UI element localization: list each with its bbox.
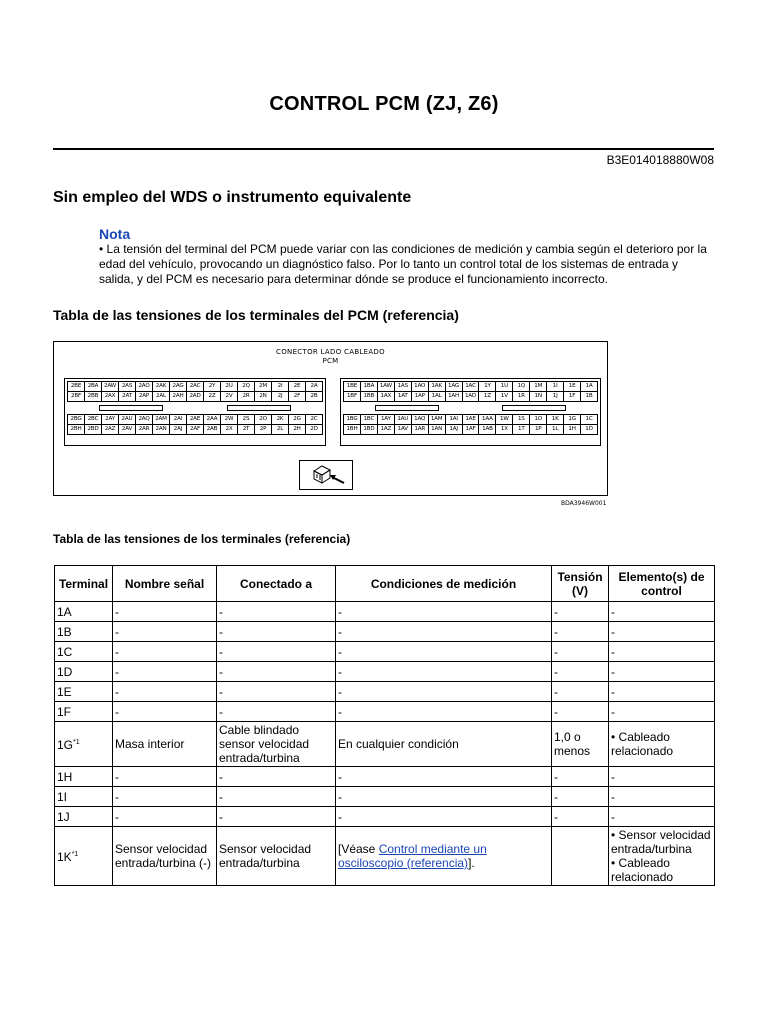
- connector-pin: 1AF: [463, 425, 480, 435]
- table-row: [55, 807, 715, 827]
- terminal-cell: 1F: [55, 702, 113, 722]
- connector-pin: 1Z: [479, 392, 496, 402]
- header-control-elements: Elemento(s) de control: [609, 566, 715, 602]
- connector-pin: 2H: [289, 425, 306, 435]
- condition-cell: -: [336, 602, 552, 622]
- control-element-cell: -: [609, 787, 715, 807]
- connector-pin: 2AC: [187, 382, 204, 392]
- header-connected-to: Conectado a: [217, 566, 336, 602]
- voltage-cell: -: [552, 702, 609, 722]
- connector-figure: [53, 341, 608, 496]
- signal-name-cell: -: [113, 702, 217, 722]
- connector-pin: 1B: [581, 392, 598, 402]
- terminal-cell: $1G^{*1}$: [55, 722, 113, 767]
- table-row: [55, 827, 715, 886]
- wiring-side-connector-icon: [299, 460, 353, 490]
- header-measurement-conditions: Condiciones de medición: [336, 566, 552, 602]
- connector-1-latches: [343, 402, 598, 414]
- connected-to-cell: -: [217, 662, 336, 682]
- condition-cell: En cualquier condición: [336, 722, 552, 767]
- connected-to-cell: -: [217, 682, 336, 702]
- control-element-cell: • Sensor velocidad entrada/turbina • Cableado relacionado: [609, 827, 715, 886]
- terminal-cell: 1J: [55, 807, 113, 827]
- connector-pin: 2AT: [119, 392, 136, 402]
- connector-pin: 1AH: [446, 392, 463, 402]
- connector-pin: 2AY: [102, 415, 119, 425]
- signal-name-cell: -: [113, 767, 217, 787]
- figure-caption: [54, 348, 607, 366]
- connector-pin: 2AL: [153, 392, 170, 402]
- connector-pin: 2AD: [187, 392, 204, 402]
- connector-pin: 1AD: [463, 392, 480, 402]
- connector-pin: 2AB: [204, 425, 221, 435]
- voltage-cell: -: [552, 642, 609, 662]
- signal-name-cell: Masa interior: [113, 722, 217, 767]
- table-row: [55, 682, 715, 702]
- voltage-table-heading: Tabla de las tensiones de los terminales del PCM (referencia): [53, 307, 459, 323]
- connector-pin: 1BD: [361, 425, 378, 435]
- connector-pin: 1AI: [446, 415, 463, 425]
- table-header-row: [55, 566, 715, 602]
- connector-1: [340, 378, 601, 446]
- connector-pin: 2N: [255, 392, 272, 402]
- connector-pin: 1AA: [479, 415, 496, 425]
- connector-pin: 1J: [547, 392, 564, 402]
- connector-pin: 2AI: [170, 415, 187, 425]
- signal-name-cell: -: [113, 602, 217, 622]
- connector-pin: 2V: [221, 392, 238, 402]
- connected-to-cell: -: [217, 702, 336, 722]
- footnote-marker: *1: [71, 851, 79, 858]
- section-heading: Sin empleo del WDS o instrumento equivalente: [53, 189, 412, 206]
- connector-pin: 2AU: [119, 415, 136, 425]
- voltage-cell: -: [552, 807, 609, 827]
- connector-pin: 1AJ: [446, 425, 463, 435]
- table-row: [55, 722, 715, 767]
- connector-pin: 1AY: [378, 415, 395, 425]
- voltage-cell: [552, 827, 609, 886]
- connector-pin: 2AV: [119, 425, 136, 435]
- connector-pin: 1AW: [378, 382, 395, 392]
- control-element-cell: -: [609, 622, 715, 642]
- connector-pin: 1C: [581, 415, 598, 425]
- connector-pin: 2B: [306, 392, 323, 402]
- condition-cell: -: [336, 787, 552, 807]
- figure-caption-line1: CONECTOR LADO CABLEADO: [276, 348, 385, 356]
- header-terminal: Terminal: [55, 566, 113, 602]
- voltage-cell: -: [552, 662, 609, 682]
- connector-pin: 2A: [306, 382, 323, 392]
- connector-pin: 2BC: [85, 415, 102, 425]
- voltage-cell: -: [552, 682, 609, 702]
- connector-pin: 1M: [530, 382, 547, 392]
- connector-pin: 2AZ: [102, 425, 119, 435]
- connector-pin: 1AB: [479, 425, 496, 435]
- connector-pin: 1AS: [395, 382, 412, 392]
- connector-pin: 2AJ: [170, 425, 187, 435]
- connector-2-upper-pins: [67, 381, 323, 402]
- connector-2: [64, 378, 326, 446]
- table-row: [55, 602, 715, 622]
- connector-pin: 1L: [547, 425, 564, 435]
- connector-pin: 2AW: [102, 382, 119, 392]
- connected-to-cell: -: [217, 622, 336, 642]
- connector-pin: 1AZ: [378, 425, 395, 435]
- connected-to-cell: -: [217, 602, 336, 622]
- condition-cell: -: [336, 642, 552, 662]
- condition-cell: -: [336, 662, 552, 682]
- connector-pin: 2BE: [68, 382, 85, 392]
- connector-pin: 1U: [496, 382, 513, 392]
- signal-name-cell: -: [113, 807, 217, 827]
- connector-pin: 1AM: [429, 415, 446, 425]
- connector-pin: 1T: [513, 425, 530, 435]
- connector-pin: 1I: [547, 382, 564, 392]
- note-text: • La tensión del terminal del PCM puede variar con las condiciones de medición y cambia según el deterioro por la edad del vehículo, provocando un diagnóstico falso. Por lo tanto un control total de los sistemas de entrada y salida, y del PCM es necesario para determinar dónde se produce el funcionamiento incorrecto.: [99, 242, 707, 286]
- connector-pin: 1V: [496, 392, 513, 402]
- terminal-cell: 1H: [55, 767, 113, 787]
- connector-pin: 1AL: [429, 392, 446, 402]
- connector-2-lower-pins: [67, 414, 323, 435]
- control-element-cell: -: [609, 807, 715, 827]
- connector-pin: 1AU: [395, 415, 412, 425]
- connected-to-cell: -: [217, 642, 336, 662]
- condition-cell: [Véase Control mediante un osciloscopio (referencia)].: [336, 827, 552, 886]
- connector-pin: 2AO: [136, 382, 153, 392]
- table-row: [55, 767, 715, 787]
- connector-pin: 2L: [272, 425, 289, 435]
- connector-1-upper-pins: [343, 381, 598, 402]
- connector-pin: 2AE: [187, 415, 204, 425]
- connector-pin: 1BG: [344, 415, 361, 425]
- connector-pin: 2W: [221, 415, 238, 425]
- connected-to-cell: -: [217, 767, 336, 787]
- connector-pin: 1H: [564, 425, 581, 435]
- footnote-marker: *1: [73, 739, 80, 746]
- control-element-cell: -: [609, 662, 715, 682]
- connector-pin: 2X: [221, 425, 238, 435]
- note-title: Nota: [99, 226, 131, 242]
- connector-pin: 2G: [289, 415, 306, 425]
- control-element-cell: -: [609, 602, 715, 622]
- table-row: [55, 622, 715, 642]
- connector-pin: 2M: [255, 382, 272, 392]
- connector-pin: 1Q: [513, 382, 530, 392]
- connector-pin: 2BG: [68, 415, 85, 425]
- connector-pin: 2AN: [153, 425, 170, 435]
- connector-pin: 1F: [564, 392, 581, 402]
- connector-pin: 1G: [564, 415, 581, 425]
- signal-name-cell: -: [113, 662, 217, 682]
- connector-pin: 2AF: [187, 425, 204, 435]
- connector-pin: 2AM: [153, 415, 170, 425]
- connector-pin: 2AK: [153, 382, 170, 392]
- connector-pin: 2AR: [136, 425, 153, 435]
- table-row: [55, 702, 715, 722]
- connector-pin: 2R: [238, 392, 255, 402]
- figure-caption-line2: PCM: [322, 357, 339, 365]
- terminal-cell: 1A: [55, 602, 113, 622]
- connector-pin: 1AN: [429, 425, 446, 435]
- table-body: [55, 602, 715, 886]
- connector-pin: 2AX: [102, 392, 119, 402]
- connector-pin: 1BA: [361, 382, 378, 392]
- connector-pin: 2AQ: [136, 415, 153, 425]
- connector-pin: 1A: [581, 382, 598, 392]
- connector-pin: 2Y: [204, 382, 221, 392]
- control-element-cell: -: [609, 682, 715, 702]
- connector-pin: 2BB: [85, 392, 102, 402]
- condition-cell: -: [336, 682, 552, 702]
- voltage-cell: -: [552, 622, 609, 642]
- connector-pin: 1AT: [395, 392, 412, 402]
- latch: [375, 405, 439, 411]
- signal-name-cell: Sensor velocidad entrada/turbina (-): [113, 827, 217, 886]
- connected-to-cell: Cable blindado sensor velocidad entrada/turbina: [217, 722, 336, 767]
- control-element-cell: -: [609, 702, 715, 722]
- connector-pin: 2Z: [204, 392, 221, 402]
- connector-pin: 2E: [289, 382, 306, 392]
- connector-pin: 2K: [272, 415, 289, 425]
- connector-pin: 1AE: [463, 415, 480, 425]
- latch: [227, 405, 291, 411]
- connected-to-cell: -: [217, 807, 336, 827]
- table-row: [55, 642, 715, 662]
- connector-pin: 1BH: [344, 425, 361, 435]
- condition-cell: -: [336, 702, 552, 722]
- connector-pin: 1BB: [361, 392, 378, 402]
- connector-pin: 2Q: [238, 382, 255, 392]
- connector-2-latches: [67, 402, 323, 414]
- connector-pin: 1S: [513, 415, 530, 425]
- terminal-cell: 1C: [55, 642, 113, 662]
- connector-pin: 2S: [238, 415, 255, 425]
- condition-cell: -: [336, 767, 552, 787]
- connector-pin: 2AA: [204, 415, 221, 425]
- document-id: B3E014018880W08: [606, 153, 714, 167]
- control-element-cell: -: [609, 642, 715, 662]
- connector-pin: 1AO: [412, 382, 429, 392]
- connector-pin: 2BD: [85, 425, 102, 435]
- figure-code: BDA3946W001: [561, 500, 607, 507]
- connector-pin: 1AC: [463, 382, 480, 392]
- condition-cell: -: [336, 622, 552, 642]
- connector-pin: 1AV: [395, 425, 412, 435]
- connector-pin: 1AG: [446, 382, 463, 392]
- connector-pin: 1P: [530, 425, 547, 435]
- connector-pin: 1AR: [412, 425, 429, 435]
- oscilloscope-reference-link[interactable]: Control mediante un osciloscopio (referencia): [338, 842, 487, 870]
- table-row: [55, 662, 715, 682]
- signal-name-cell: -: [113, 682, 217, 702]
- connector-pin: 1AX: [378, 392, 395, 402]
- latch: [99, 405, 163, 411]
- signal-name-cell: -: [113, 642, 217, 662]
- title-divider: [53, 148, 714, 150]
- condition-cell: -: [336, 807, 552, 827]
- connector-pin: 1AP: [412, 392, 429, 402]
- voltage-cell: -: [552, 602, 609, 622]
- connector-pin: 2F: [289, 392, 306, 402]
- connector-pin: 2C: [306, 415, 323, 425]
- latch: [502, 405, 566, 411]
- header-signal-name: Nombre señal: [113, 566, 217, 602]
- connector-pin: 1AQ: [412, 415, 429, 425]
- connector-pin: 2BH: [68, 425, 85, 435]
- terminal-cell: $1K^{*1}$: [55, 827, 113, 886]
- connector-pin: 1X: [496, 425, 513, 435]
- connector-pin: 1BE: [344, 382, 361, 392]
- connector-pin: 2AH: [170, 392, 187, 402]
- connector-pin: 2J: [272, 392, 289, 402]
- table-row: [55, 787, 715, 807]
- voltage-cell: -: [552, 787, 609, 807]
- connector-pin: 2BF: [68, 392, 85, 402]
- signal-name-cell: -: [113, 787, 217, 807]
- terminal-cell: 1I: [55, 787, 113, 807]
- terminal-cell: 1E: [55, 682, 113, 702]
- connector-pin: 1BF: [344, 392, 361, 402]
- connector-pin: 1R: [513, 392, 530, 402]
- connector-pin: 2BA: [85, 382, 102, 392]
- connector-pin: 2AP: [136, 392, 153, 402]
- terminal-voltage-table: [54, 565, 715, 886]
- connector-pin: 1N: [530, 392, 547, 402]
- connector-pin: 1W: [496, 415, 513, 425]
- signal-name-cell: -: [113, 622, 217, 642]
- connector-1-lower-pins: [343, 414, 598, 435]
- connector-pin: 2AS: [119, 382, 136, 392]
- connector-pin: 1BC: [361, 415, 378, 425]
- connected-to-cell: -: [217, 787, 336, 807]
- connected-to-cell: Sensor velocidad entrada/turbina: [217, 827, 336, 886]
- connector-pin: 1AK: [429, 382, 446, 392]
- control-element-cell: • Cableado relacionado: [609, 722, 715, 767]
- terminal-cell: 1B: [55, 622, 113, 642]
- connector-pin: 2P: [255, 425, 272, 435]
- page-title: CONTROL PCM (ZJ, Z6): [269, 93, 499, 115]
- connector-pin: 2D: [306, 425, 323, 435]
- control-element-cell: -: [609, 767, 715, 787]
- connector-pin: 2O: [255, 415, 272, 425]
- connector-pin: 2T: [238, 425, 255, 435]
- connector-pin: 1O: [530, 415, 547, 425]
- voltage-cell: -: [552, 767, 609, 787]
- connector-pin: 2U: [221, 382, 238, 392]
- table-caption: Tabla de las tensiones de los terminales (referencia): [53, 532, 351, 546]
- connector-pin: 1K: [547, 415, 564, 425]
- connector-pin: 1Y: [479, 382, 496, 392]
- voltage-cell: 1,0 o menos: [552, 722, 609, 767]
- terminal-cell: 1D: [55, 662, 113, 682]
- connector-pin: 1E: [564, 382, 581, 392]
- connector-pin: 2I: [272, 382, 289, 392]
- connector-pin: 1D: [581, 425, 598, 435]
- header-voltage: Tensión (V): [552, 566, 609, 602]
- connector-pin: 2AG: [170, 382, 187, 392]
